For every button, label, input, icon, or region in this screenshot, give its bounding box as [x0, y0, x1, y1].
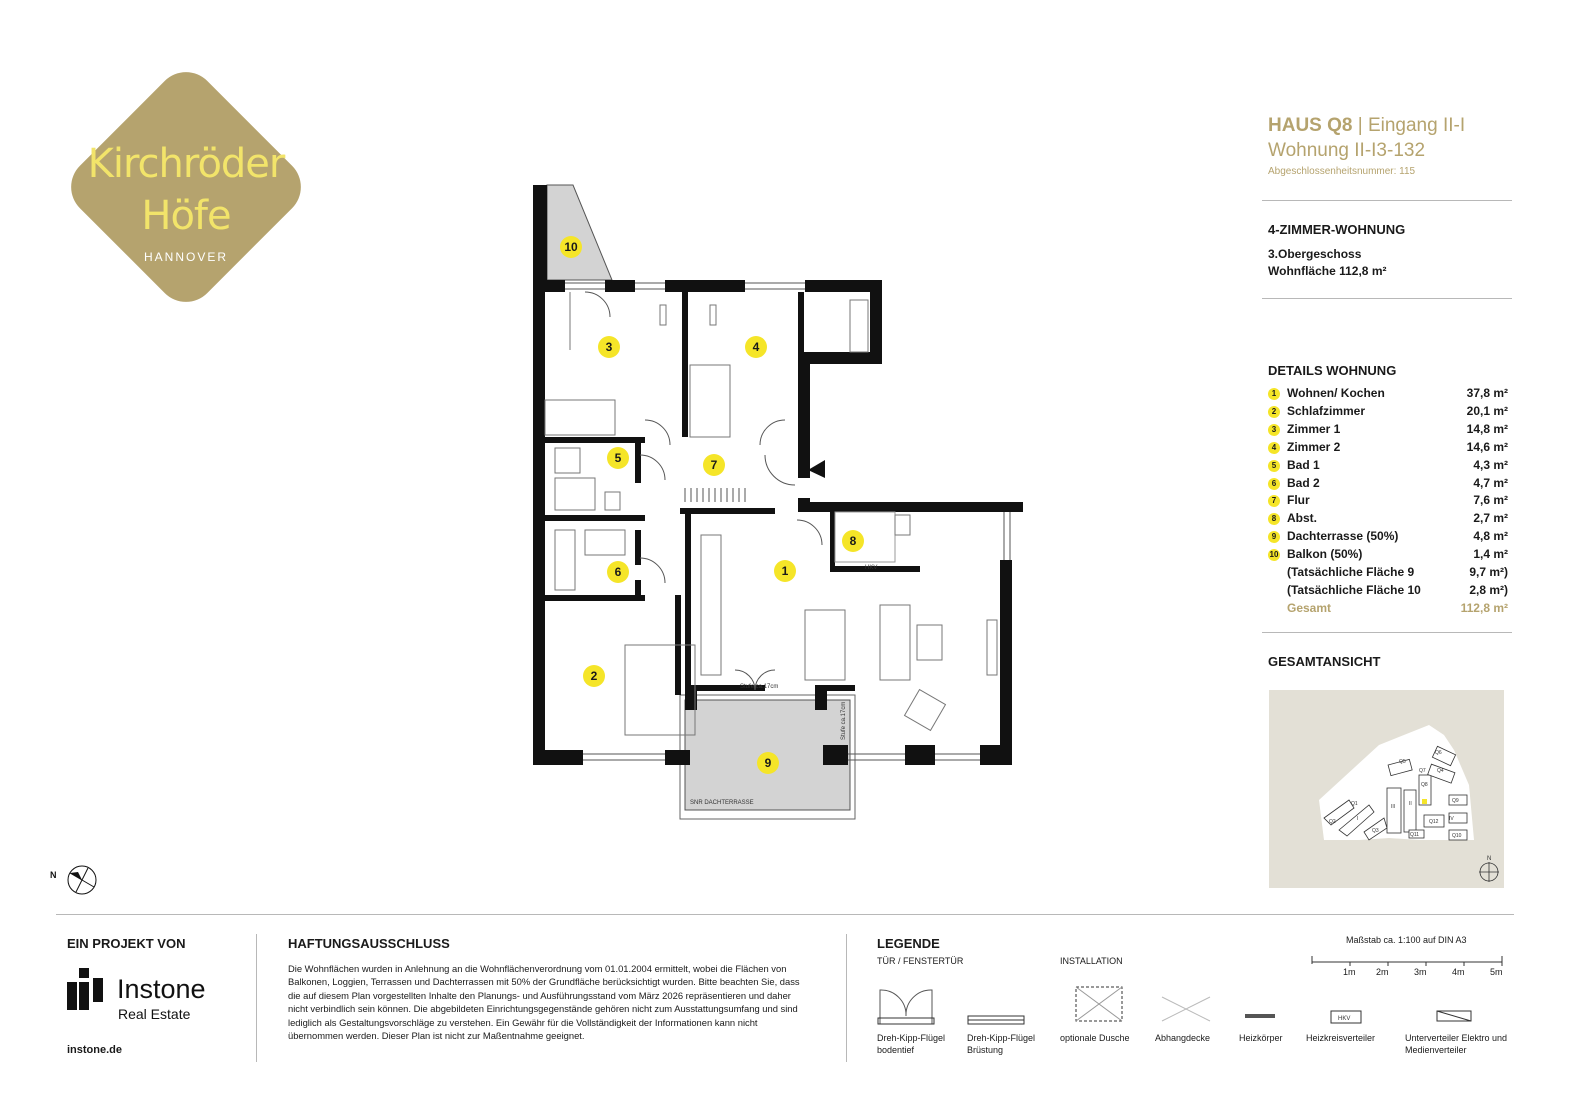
room-number-7: 7	[703, 454, 725, 476]
entrance-arrow-icon	[808, 460, 825, 478]
site-label: Q1	[1351, 801, 1358, 807]
details-row-value: 4,7 m²	[1473, 475, 1508, 490]
divider	[1262, 298, 1512, 299]
details-row-value: 9,7 m²)	[1469, 565, 1508, 579]
details-row-label: Schlafzimmer	[1287, 403, 1366, 418]
details-row	[1268, 422, 1508, 440]
details-row	[1268, 565, 1508, 583]
scale-tick-1m: 1m	[1343, 967, 1356, 977]
site-label: Q5	[1399, 759, 1406, 765]
divider	[1262, 200, 1512, 201]
vertical-divider	[256, 934, 257, 1062]
details-row-number: 5	[1268, 460, 1280, 472]
site-label: Q6	[1435, 750, 1442, 756]
room-number-9: 9	[757, 752, 779, 774]
details-row-value: 4,3 m²	[1473, 457, 1508, 472]
details-row-number: 10	[1269, 550, 1279, 560]
details-row-number: 1	[1268, 388, 1280, 400]
details-row-value: 7,6 m²	[1473, 493, 1508, 508]
window-sill-icon	[966, 1010, 1026, 1030]
details-row-label: Gesamt	[1287, 600, 1332, 615]
north-compass-icon	[48, 862, 100, 898]
legend-electrical-distributor: Unterverteiler Elektro und Medienverteiler	[1405, 1033, 1508, 1055]
floor-plan-drawing	[525, 180, 1025, 830]
legend-suspended-ceiling: Abhangdecke	[1155, 1033, 1211, 1043]
bottom-divider	[56, 914, 1514, 915]
details-row-label: Abst.	[1287, 511, 1317, 526]
details-row	[1268, 511, 1508, 529]
legend-radiator: Heizkörper	[1239, 1033, 1283, 1043]
details-row-value: 4,8 m²	[1473, 529, 1508, 544]
details-row-label: Zimmer 1	[1287, 421, 1341, 436]
instone-logo	[67, 968, 227, 1024]
details-row-number: 3	[1268, 424, 1280, 436]
optional-shower-icon	[1074, 985, 1124, 1023]
scale-tick-3m: 3m	[1414, 967, 1427, 977]
details-row	[1268, 476, 1508, 494]
room-number-1: 1	[774, 560, 796, 582]
room-number-3: 3	[598, 336, 620, 358]
details-row-label: (Tatsächliche Fläche 9	[1287, 565, 1415, 579]
logo-text-kirchroeder: Kirchröder	[87, 141, 285, 187]
projekt-title: EIN PROJEKT VON	[67, 936, 186, 951]
scale-bar	[1310, 952, 1510, 982]
instone-name: Instone	[117, 974, 206, 1004]
room-number-10: 10	[560, 236, 582, 258]
site-label: Q7	[1419, 768, 1426, 774]
details-row-value: 2,8 m²)	[1469, 582, 1508, 597]
details-row-label: Zimmer 2	[1287, 439, 1341, 454]
haus-title	[1268, 115, 1465, 137]
details-row	[1268, 601, 1508, 619]
details-row	[1268, 458, 1508, 476]
site-label: Q10	[1452, 833, 1462, 839]
suspended-ceiling-icon	[1160, 995, 1212, 1023]
electrical-distributor-icon	[1436, 1010, 1472, 1022]
room-number-4: 4	[745, 336, 767, 358]
details-row-number: 4	[1268, 442, 1280, 454]
wohnung-title: Wohnung II-I3-132	[1268, 140, 1426, 161]
details-row-value: 37,8 m²	[1466, 386, 1508, 400]
balcony-10	[547, 185, 612, 280]
details-row-value: 14,8 m²	[1466, 421, 1508, 436]
details-row	[1268, 404, 1508, 422]
logo-text-hannover: HANNOVER	[143, 250, 228, 264]
legende-title: LEGENDE	[877, 936, 940, 951]
details-row-label: Bad 2	[1287, 475, 1320, 490]
details-row-label: (Tatsächliche Fläche 10	[1287, 582, 1421, 597]
haftung-text: Die Wohnflächen wurden in Anlehnung an die Wohnflächenverordnung vom 01.01.2004 ermittelt, wobei die Flächen von Balkonen, Loggien, Terrassen und Dachterrassen mit 50% der Grundfläche berücksichtigt wurden. Bitte beachten Sie, dass die auf diesem Plan vorgestellten Inhalte den Planungs- und Ausführungsstand vom März 2026 repräsentieren und daher nicht verbindlich sein können. Die abgebildeten Einrichtungsgegenstände gehören nicht zum Ausstattungsumfang und sind lediglich als Gestaltungsvorschläge zu verstehen. Ein Gewähr für die Vollständigkeit der Informationen kann nicht übernommen werden. Dieser Plan ist nicht zur Maßentnahme geeignet.	[288, 963, 800, 1042]
hkv-label: HKV	[865, 565, 878, 571]
site-label: Q2	[1329, 819, 1336, 825]
details-row-value: 20,1 m²	[1466, 403, 1508, 418]
legend-door-sill: Dreh-Kipp-Flügel Brüstung	[967, 1033, 1036, 1055]
legende-installation-heading: INSTALLATION	[1060, 956, 1123, 966]
scale-label: Maßstab ca. 1:100 auf DIN A3	[1346, 935, 1467, 945]
legende-tuer-heading: TÜR / FENSTERTÜR	[877, 956, 964, 966]
apartment-area: Wohnfläche 112,8 m²	[1268, 264, 1387, 278]
site-label: Q11	[1410, 832, 1420, 838]
abgeschlossenheit-number: Abgeschlossenheitsnummer: 115	[1268, 166, 1416, 177]
site-label: II	[1409, 801, 1412, 807]
heating-distributor-icon	[1330, 1010, 1362, 1024]
details-row-value: 14,6 m²	[1466, 439, 1508, 454]
legend-door-floor: Dreh-Kipp-Flügel bodentief	[877, 1033, 946, 1055]
apartment-type: 4-ZIMMER-WOHNUNG	[1268, 222, 1406, 237]
details-row-number: 8	[1268, 513, 1280, 525]
room-number-6: 6	[607, 561, 629, 583]
instone-logo-icon	[67, 968, 107, 1012]
scale-tick-2m: 2m	[1376, 967, 1389, 977]
details-row-label: Flur	[1287, 493, 1310, 508]
details-title: DETAILS WOHNUNG	[1268, 363, 1397, 378]
details-row	[1268, 547, 1508, 565]
haftung-title: HAFTUNGSAUSSCHLUSS	[288, 936, 450, 951]
instone-subtitle: Real Estate	[118, 1006, 191, 1022]
eingang-label: | Eingang II-I	[1357, 115, 1466, 136]
details-row-label: Dachterrasse (50%)	[1287, 529, 1399, 544]
site-label: Q9	[1452, 798, 1459, 804]
site-label: Q8	[1421, 782, 1428, 788]
site-north-label: N	[1487, 856, 1492, 862]
door-floor-icon	[876, 980, 936, 1028]
room-number-2: 2	[583, 665, 605, 687]
details-row-number: 9	[1268, 531, 1280, 543]
site-label: I	[1357, 816, 1359, 822]
details-row	[1268, 493, 1508, 511]
site-overview-map	[1269, 690, 1504, 888]
details-row-label: Bad 1	[1287, 457, 1320, 472]
site-label: III	[1391, 804, 1396, 810]
room-number-8: 8	[842, 530, 864, 552]
site-label: IV	[1449, 816, 1454, 822]
divider	[1262, 632, 1512, 633]
site-label: Q3	[1372, 828, 1379, 834]
haus-name: HAUS Q8	[1268, 115, 1353, 136]
floor-plan	[525, 180, 1025, 830]
instone-url[interactable]: instone.de	[67, 1044, 123, 1056]
details-row	[1268, 386, 1508, 404]
details-row-value: 112,8 m²	[1460, 600, 1508, 615]
site-label: Q12	[1429, 819, 1439, 825]
details-row	[1268, 529, 1508, 547]
details-row-value: 1,4 m²	[1473, 547, 1508, 562]
logo-text-hoefe: Höfe	[141, 193, 231, 239]
radiator-icon	[1244, 1012, 1276, 1020]
gesamtansicht-title: GESAMTANSICHT	[1268, 654, 1381, 669]
vertical-divider	[846, 934, 847, 1062]
details-row-value: 2,7 m²	[1473, 511, 1508, 526]
scale-tick-4m: 4m	[1452, 967, 1465, 977]
step-label: Stufe ca.17cm	[841, 701, 847, 740]
details-row	[1268, 440, 1508, 458]
details-row-number: 6	[1268, 478, 1280, 490]
legend-heating-distributor: Heizkreisverteiler	[1306, 1033, 1376, 1043]
scale-tick-5m: 5m	[1490, 967, 1503, 977]
details-row-label: Balkon (50%)	[1287, 547, 1363, 562]
step-label: Stufe ca.17cm	[740, 684, 779, 690]
details-row-number: 7	[1268, 495, 1280, 507]
legend-optional-shower: optionale Dusche	[1060, 1033, 1130, 1043]
heating-distributor-label: HKV	[1338, 1016, 1351, 1022]
compass-north-label: N	[50, 870, 57, 880]
details-row	[1268, 583, 1508, 601]
room-number-5: 5	[607, 447, 629, 469]
details-row-number: 2	[1268, 406, 1280, 418]
details-row-label: Wohnen/ Kochen	[1287, 386, 1385, 400]
logo-diamond	[53, 54, 319, 320]
apartment-floor: 3.Obergeschoss	[1268, 247, 1362, 261]
terrace-label: SNR DACHTERRASSE	[690, 800, 754, 806]
site-label: Q4	[1437, 768, 1444, 774]
